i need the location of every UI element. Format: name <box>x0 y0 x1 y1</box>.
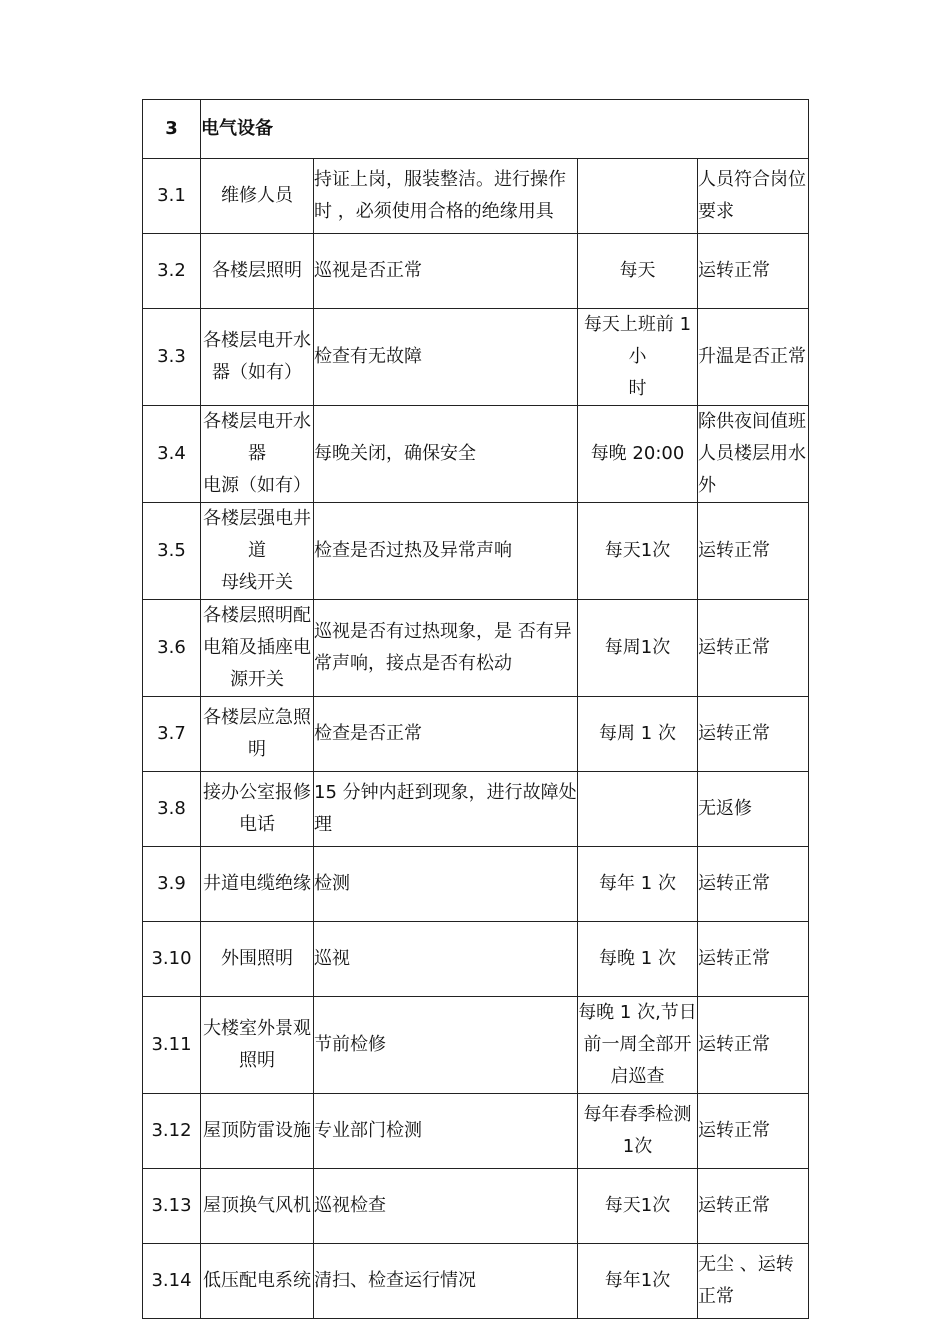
item-frequency <box>578 309 698 406</box>
item-frequency <box>578 1244 698 1319</box>
item-frequency <box>578 997 698 1094</box>
table-row <box>143 1244 809 1319</box>
item-name-text: 外围照明 <box>221 948 293 969</box>
item-number-text: 3.7 <box>157 723 186 744</box>
table-row <box>143 1169 809 1244</box>
item-description-text: 巡视是否正常 <box>314 260 422 281</box>
item-number-text: 3.11 <box>151 1034 192 1055</box>
item-frequency-text: 每天上班前 1小 时 <box>583 314 692 399</box>
item-standard <box>698 1094 809 1169</box>
item-name <box>201 503 314 600</box>
item-description-text: 检测 <box>314 873 350 894</box>
item-frequency-text: 每年春季检测1次 <box>583 1104 692 1157</box>
item-frequency <box>578 772 698 847</box>
item-standard <box>698 997 809 1094</box>
item-number-text: 3.14 <box>151 1270 192 1291</box>
item-description <box>314 1169 578 1244</box>
item-number <box>143 503 201 600</box>
item-frequency-text: 每晚 1 次 <box>599 948 676 969</box>
item-name <box>201 600 314 697</box>
item-name-text: 屋顶换气风机 <box>203 1195 311 1216</box>
item-number <box>143 922 201 997</box>
item-description-text: 检查是否过热及异常声响 <box>314 540 512 561</box>
item-number <box>143 772 201 847</box>
item-number-text: 3.2 <box>157 260 186 281</box>
item-name <box>201 772 314 847</box>
item-standard-text: 运转正常 <box>698 540 770 561</box>
item-standard-text: 运转正常 <box>698 948 770 969</box>
item-description <box>314 406 578 503</box>
item-frequency-text: 每周1次 <box>604 637 671 658</box>
item-standard <box>698 1244 809 1319</box>
item-frequency <box>578 1094 698 1169</box>
item-standard <box>698 922 809 997</box>
item-standard <box>698 309 809 406</box>
item-standard-text: 运转正常 <box>698 1034 770 1055</box>
item-frequency <box>578 234 698 309</box>
item-standard-text: 运转正常 <box>698 1120 770 1141</box>
item-name-text: 各楼层强电井道 母线开关 <box>203 508 311 593</box>
item-name <box>201 847 314 922</box>
item-standard-text: 运转正常 <box>698 1195 770 1216</box>
item-name <box>201 1244 314 1319</box>
item-frequency <box>578 406 698 503</box>
table-row <box>143 697 809 772</box>
item-description-text: 巡视检查 <box>314 1195 386 1216</box>
item-number-text: 3.1 <box>157 185 186 206</box>
table-body <box>143 100 809 1319</box>
item-description <box>314 503 578 600</box>
item-frequency-text: 每年1次 <box>604 1270 671 1291</box>
item-name-text: 各楼层照明配电箱及插座电源开关 <box>203 605 311 690</box>
item-standard <box>698 1169 809 1244</box>
item-number <box>143 309 201 406</box>
item-name <box>201 997 314 1094</box>
item-number-text: 3.8 <box>157 798 186 819</box>
item-number <box>143 697 201 772</box>
item-description <box>314 922 578 997</box>
item-standard-text: 运转正常 <box>698 637 770 658</box>
item-frequency <box>578 159 698 234</box>
item-standard-text: 无尘 、运转正常 <box>698 1254 794 1307</box>
item-frequency-text: 每年 1 次 <box>599 873 676 894</box>
table-row <box>143 847 809 922</box>
item-description-text: 巡视 <box>314 948 350 969</box>
item-standard <box>698 772 809 847</box>
table-row <box>143 406 809 503</box>
item-name-text: 各楼层电开水器 电源（如有） <box>203 411 311 496</box>
item-number <box>143 159 201 234</box>
item-description <box>314 697 578 772</box>
section-title: 电气设备 <box>201 100 809 159</box>
item-standard-text: 无返修 <box>698 798 752 819</box>
item-frequency <box>578 697 698 772</box>
item-number <box>143 600 201 697</box>
item-description-text: 节前检修 <box>314 1034 386 1055</box>
item-number <box>143 997 201 1094</box>
item-description <box>314 309 578 406</box>
item-description-text: 巡视是否有过热现象，是 否有异常声响，接点是否有松动 <box>314 621 572 674</box>
item-frequency-text: 每晚 1 次,节日前一周全部开启巡查 <box>578 1002 697 1087</box>
item-number-text: 3.12 <box>151 1120 192 1141</box>
item-description-text: 15 分钟内赶到现象，进行故障处理 <box>314 782 577 835</box>
item-name-text: 大楼室外景观照明 <box>203 1018 311 1071</box>
item-number <box>143 847 201 922</box>
item-name <box>201 1094 314 1169</box>
item-description <box>314 600 578 697</box>
item-number-text: 3.13 <box>151 1195 192 1216</box>
item-name <box>201 697 314 772</box>
item-name <box>201 922 314 997</box>
maintenance-table <box>142 99 809 1319</box>
item-number-text: 3.3 <box>157 346 186 367</box>
item-name <box>201 1169 314 1244</box>
item-frequency <box>578 847 698 922</box>
item-number <box>143 1169 201 1244</box>
item-name-text: 接办公室报修电话 <box>203 782 311 835</box>
table-row <box>143 600 809 697</box>
item-number-text: 3.9 <box>157 873 186 894</box>
item-frequency-text: 每天1次 <box>604 1195 671 1216</box>
table-row <box>143 1094 809 1169</box>
item-description-text: 检查有无故障 <box>314 346 422 367</box>
item-standard-text: 运转正常 <box>698 260 770 281</box>
item-name <box>201 406 314 503</box>
item-name-text: 各楼层应急照明 <box>203 707 311 760</box>
item-frequency-text: 每天 <box>619 260 656 281</box>
item-description <box>314 1244 578 1319</box>
item-frequency-text: 每周 1 次 <box>599 723 676 744</box>
item-standard-text: 运转正常 <box>698 723 770 744</box>
item-standard <box>698 697 809 772</box>
item-standard <box>698 159 809 234</box>
item-standard <box>698 503 809 600</box>
item-number-text: 3.10 <box>151 948 192 969</box>
item-number-text: 3.4 <box>157 443 186 464</box>
item-frequency <box>578 922 698 997</box>
item-standard-text: 升温是否正常 <box>698 346 806 367</box>
item-description <box>314 234 578 309</box>
item-standard <box>698 847 809 922</box>
item-description-text: 每晚关闭，确保安全 <box>314 443 476 464</box>
item-standard <box>698 600 809 697</box>
item-name-text: 维修人员 <box>221 185 293 206</box>
item-description-text: 检查是否正常 <box>314 723 422 744</box>
item-description-text: 专业部门检测 <box>314 1120 422 1141</box>
item-standard <box>698 406 809 503</box>
item-name-text: 各楼层照明 <box>212 260 302 281</box>
item-number <box>143 1244 201 1319</box>
item-standard-text: 除供夜间值班人员楼层用水外 <box>698 411 806 496</box>
item-number-text: 3.5 <box>157 540 186 561</box>
item-number <box>143 406 201 503</box>
item-frequency <box>578 503 698 600</box>
item-description <box>314 772 578 847</box>
item-name <box>201 309 314 406</box>
item-name-text: 低压配电系统 <box>203 1270 311 1291</box>
table-row <box>143 234 809 309</box>
table-row <box>143 159 809 234</box>
section-header-row <box>143 100 809 159</box>
item-description <box>314 997 578 1094</box>
item-number-text: 3.6 <box>157 637 186 658</box>
item-name <box>201 234 314 309</box>
table-row <box>143 503 809 600</box>
item-description-text: 清扫、检查运行情况 <box>314 1270 476 1291</box>
item-description <box>314 159 578 234</box>
item-standard-text: 人员符合岗位要求 <box>698 169 806 222</box>
item-standard-text: 运转正常 <box>698 873 770 894</box>
item-name-text: 屋顶防雷设施 <box>203 1120 311 1141</box>
table-row <box>143 309 809 406</box>
table-row <box>143 922 809 997</box>
item-frequency <box>578 600 698 697</box>
item-description <box>314 1094 578 1169</box>
item-description-text: 持证上岗，服装整洁。进行操作时 ，必须使用合格的绝缘用具 <box>314 169 566 222</box>
table-row <box>143 997 809 1094</box>
table-row <box>143 772 809 847</box>
item-name <box>201 159 314 234</box>
item-frequency <box>578 1169 698 1244</box>
item-standard <box>698 234 809 309</box>
item-number <box>143 234 201 309</box>
section-number: 3 <box>143 100 201 159</box>
item-frequency-text: 每晚 20:00 <box>590 443 685 464</box>
item-name-text: 井道电缆绝缘 <box>203 873 311 894</box>
item-number <box>143 1094 201 1169</box>
item-frequency-text: 每天1次 <box>604 540 671 561</box>
item-description <box>314 847 578 922</box>
item-name-text: 各楼层电开水器（如有） <box>203 330 311 383</box>
